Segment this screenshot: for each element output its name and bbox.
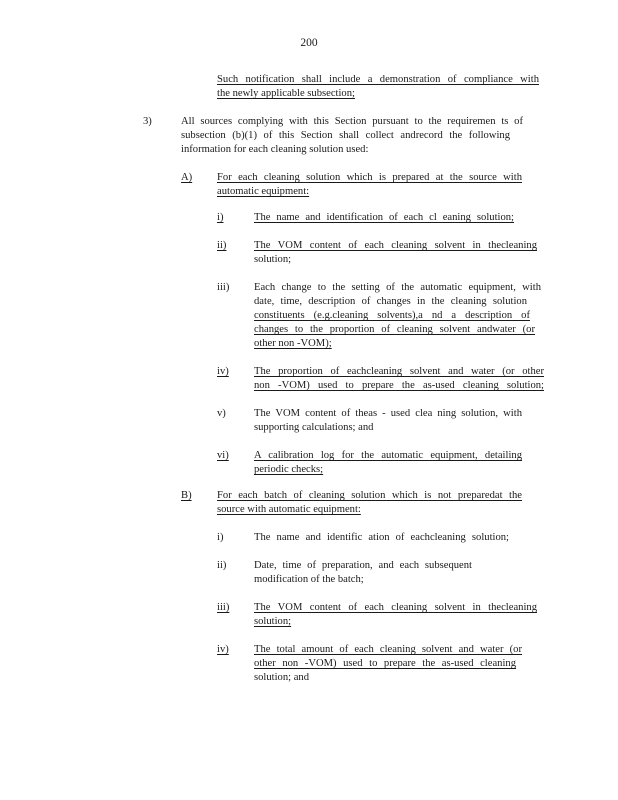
page-number: 200 — [300, 37, 318, 49]
b-ii-text — [254, 559, 472, 587]
subsection-b-line: source with automatic equipment: — [217, 504, 361, 515]
b-iii-text — [254, 601, 537, 629]
subsection-a-line: automatic equipment: — [217, 186, 310, 197]
intro-line: the newly applicable subsection; — [217, 88, 355, 99]
b-ii-line: modification of the batch; — [254, 574, 364, 585]
a-iv-text — [254, 365, 544, 393]
a-ii-text — [254, 239, 537, 267]
subsection-a-label: A) — [181, 172, 193, 183]
subsection-b-label: B) — [181, 490, 192, 501]
a-iii-line: Each change to the setting of the automatic equipment, with — [254, 282, 541, 293]
a-iii-line: other non -VOM); — [254, 338, 332, 349]
b-iii-label: iii) — [217, 602, 230, 613]
a-vi-label: vi) — [217, 450, 229, 461]
b-iv-line: solution; and — [254, 672, 310, 683]
b-iv-line: The total amount of each cleaning solvent and water (or — [254, 644, 522, 655]
b-ii-label: ii) — [217, 560, 227, 571]
a-vi-line: periodic checks; — [254, 464, 324, 475]
intro-line: Such notification shall include a demonstration of compliance with — [217, 74, 539, 85]
a-vi-line: A calibration log for the automatic equipment, detailing — [254, 450, 522, 461]
a-vi-text — [254, 449, 522, 477]
subsection-a-line: For each cleaning solution which is prepared at the source with — [217, 172, 522, 183]
a-v-text — [254, 407, 522, 435]
a-v-line: The VOM content of theas - used clea ning solution, with — [254, 408, 522, 419]
a-v-line: supporting calculations; and — [254, 422, 374, 433]
b-i-line: The name and identific ation of eachcleaning solution; — [254, 532, 509, 543]
a-iv-line: The proportion of eachcleaning solvent and water (or other — [254, 366, 544, 377]
item-3-line: All sources complying with this Section pursuant to the requiremen ts of — [181, 116, 523, 127]
subsection-b-heading — [217, 489, 522, 517]
b-iv-line: other non -VOM) used to prepare the as-used cleaning — [254, 658, 516, 669]
a-iii-line: date, time, description of changes in the cleaning solution — [254, 296, 527, 307]
a-i-label: i) — [217, 212, 224, 223]
a-iii-line: constituents (e.g.cleaning solvents),a nd a description of — [254, 310, 530, 321]
a-i-text — [254, 211, 514, 225]
b-iv-text — [254, 643, 522, 685]
item-3-line: subsection (b)(1) of this Section shall collect andrecord the following — [181, 130, 510, 141]
b-iii-line: solution; — [254, 616, 292, 627]
a-ii-line: The VOM content of each cleaning solvent in thecleaning — [254, 240, 537, 251]
a-iii-line: changes to the proportion of cleaning solvent andwater (or — [254, 324, 535, 335]
item-3-paragraph — [181, 115, 523, 157]
a-iii-label: iii) — [217, 282, 230, 293]
a-ii-line: solution; — [254, 254, 292, 265]
subsection-b-line: For each batch of cleaning solution which is not preparedat the — [217, 490, 522, 501]
subsection-a-heading — [217, 171, 522, 199]
b-i-label: i) — [217, 532, 224, 543]
a-iv-label: iv) — [217, 366, 229, 377]
intro-paragraph — [217, 73, 539, 101]
a-iii-text — [254, 281, 541, 351]
a-iv-line: non -VOM) used to prepare the as-used cleaning solution; — [254, 380, 544, 391]
a-i-line: The name and identification of each cl eaning solution; — [254, 212, 514, 223]
a-v-label: v) — [217, 408, 226, 419]
item-3-label: 3) — [143, 116, 152, 127]
a-ii-label: ii) — [217, 240, 227, 251]
b-iv-label: iv) — [217, 644, 229, 655]
b-iii-line: The VOM content of each cleaning solvent in thecleaning — [254, 602, 537, 613]
b-ii-line: Date, time of preparation, and each subsequent — [254, 560, 472, 571]
b-i-text — [254, 531, 509, 545]
item-3-line: information for each cleaning solution used: — [181, 144, 369, 155]
